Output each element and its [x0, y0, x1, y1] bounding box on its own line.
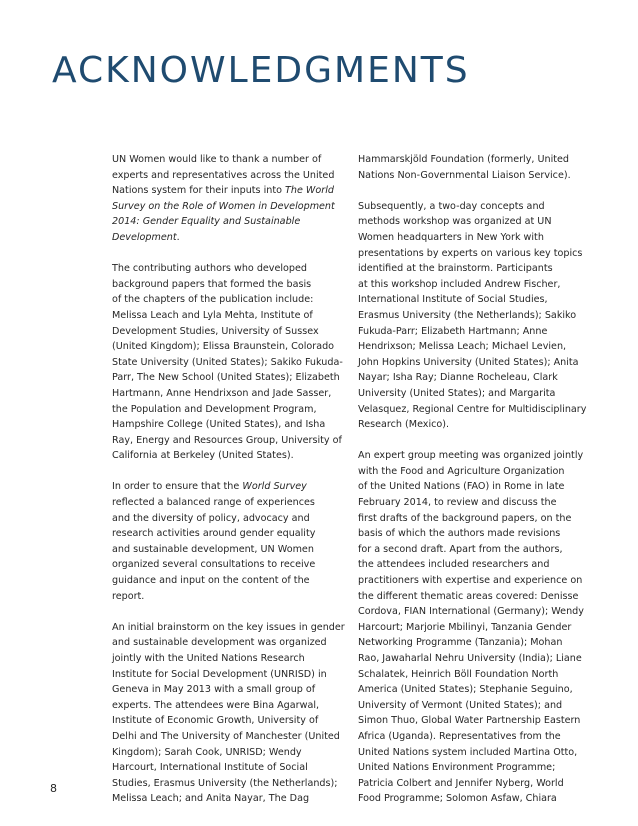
paragraph-authors: The contributing authors who developed background papers that formed the basis of the chapters of the publication include: Melissa Leach and Lyla Mehta, Institute of Development Studies, University of Sussex (United Kingdom); Elissa Braunstein, Colorado State University (United States); Sakiko Fukuda- Parr, The New School (United States); Elizabeth Hartmann, Anne Hendrixson and Jade Sasser, the Population and Development Program, Hampshire College (United States), and Isha Ray, Energy and Resources Group, University of California at Berkeley (United States).: [112, 263, 343, 462]
paragraph-consultations-text: reflected a balanced range of experiences and the diversity of policy, advocacy and research activities around gender equality and sustainable development, UN Women organized several consultations to receive guidance and input on the content of the report.: [112, 497, 316, 602]
paragraph-brainstorm: An initial brainstorm on the key issues in gender and sustainable development was organized jointly with the United Nations Research Institute for Social Development (UNRISD) in Geneva in May 2013 with a small group of experts. The attendees were Bina Agarwal, Institute of Economic Growth, University of Delhi and The University of Manchester (United Kingdom); Sarah Cook, UNRISD; Wendy Harcourt, International Institute of Social Studies, Erasmus University (the Netherlands); Melissa Leach; and Anita Nayar, The Dag: [112, 621, 345, 805]
paragraph-intro-text: UN Women would like to thank a number of experts and representatives across the United Nations system for their inputs into: [112, 154, 335, 197]
page-title: ACKNOWLEDGMENTS: [52, 50, 470, 91]
page-number: 8: [50, 782, 57, 795]
world-survey-title: World Survey: [242, 481, 307, 493]
paragraph-consultations: [112, 479, 352, 604]
right-column: [358, 152, 598, 823]
left-column: [112, 152, 352, 823]
paragraph-foundation: Hammarskjöld Foundation (formerly, United Nations Non-Governmental Liaison Service).: [358, 154, 571, 181]
paragraph-intro-end: .: [176, 231, 180, 243]
publication-title: The World Survey on the Role of Women in Development 2014: Gender Equality and Sustainable Development: [112, 185, 335, 243]
paragraph-consultations-start: In order to ensure that the: [112, 481, 243, 493]
paragraph-expert-meeting: An expert group meeting was organized jointly with the Food and Agriculture Organization of the United Nations (FAO) in Rome in late February 2014, to review and discuss the first drafts of the background papers, on the basis of which the authors made revisions for a second draft. Apart from the authors, the attendees included researchers and practitioners with expertise and experience on the different thematic areas covered: Denisse Cordova, FIAN International (Germany); Wendy Harcourt; Marjorie Mbilinyi, Tanzania Gender Networking Programme (Tanzania); Mohan Rao, Jawaharlal Nehru University (India); Liane Schalatek, Heinrich Böll Foundation North America (United States); Stephanie Seguino, University of Vermont (United States); and Simon Thuo, Global Water Partnership Eastern Africa (Uganda). Representatives from the United Nations system included Martina Otto, United Nations Environment Programme; Patricia Colbert and Jennifer Nyberg, World Food Programme; Solomon Asfaw, Chiara: [358, 450, 584, 805]
paragraph-workshop: Subsequently, a two-day concepts and methods workshop was organized at UN Women headquarters in New York with presentations by experts on various key topics identified at the brainstorm. Participants at this workshop included Andrew Fischer, International Institute of Social Studies, Erasmus University (the Netherlands); Sakiko Fukuda-Parr; Elizabeth Hartmann; Anne Hendrixson; Melissa Leach; Michael Levien, John Hopkins University (United States); Anita Nayar; Isha Ray; Dianne Rocheleau, Clark University (United States); and Margarita Velasquez, Regional Centre for Multidisciplinary Research (Mexico).: [358, 200, 587, 431]
paragraph-intro: [112, 152, 352, 246]
